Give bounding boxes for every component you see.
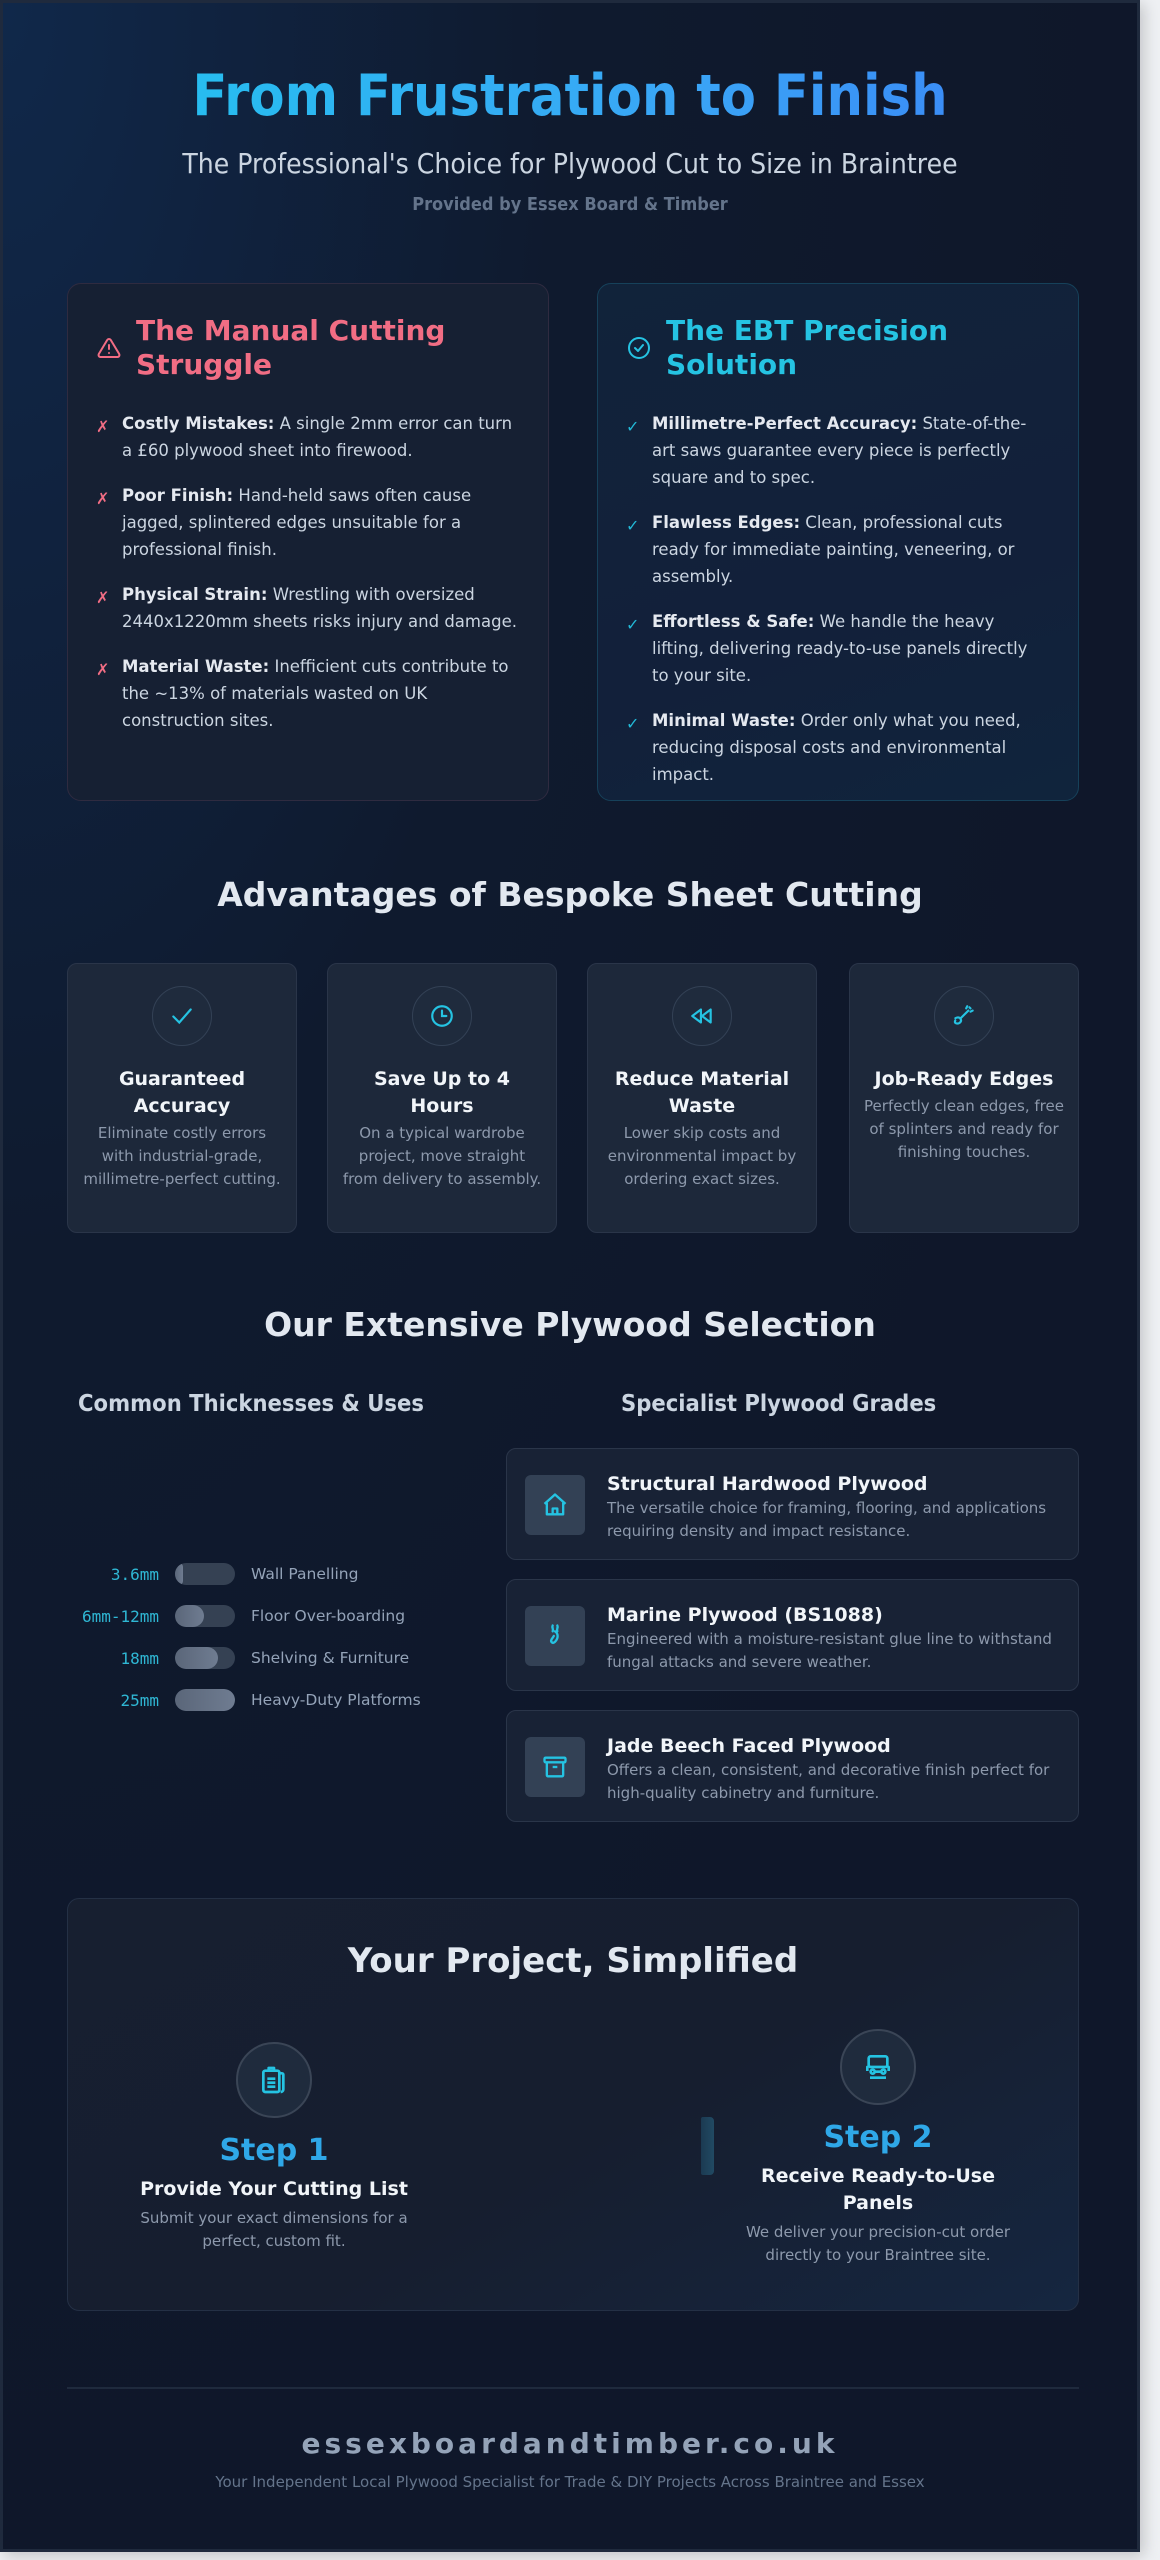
solution-title: The EBT Precision Solution: [666, 314, 949, 381]
thickness-list: [67, 1553, 487, 1721]
thickness-bar: [175, 1563, 235, 1585]
advantage-desc: Eliminate costly errors with industrial-grade, millimetre-perfect cutting.: [83, 1124, 281, 1188]
item-text: Wrestling with oversized 2440x1220mm sheets risks injury and damage.: [122, 585, 517, 631]
cross-icon: ✗: [96, 489, 110, 508]
grades-list: [506, 1448, 1079, 1841]
comparison-section: [67, 283, 1079, 801]
thickness-row: [67, 1553, 487, 1595]
thickness-fill: [175, 1563, 183, 1585]
thickness-row: [67, 1595, 487, 1637]
check-icon: ✓: [626, 615, 640, 634]
thickness-row: [67, 1637, 487, 1679]
cross-icon: ✗: [96, 588, 110, 607]
check-circle-icon: [626, 336, 652, 360]
delivery-truck-icon: [862, 2051, 894, 2083]
warning-triangle-icon: [96, 336, 122, 360]
step-title: Provide Your Cutting List: [140, 2178, 408, 2200]
thickness-use: Wall Panelling: [251, 1565, 359, 1583]
item-label: Flawless Edges:: [652, 513, 801, 532]
problem-item: [96, 482, 518, 563]
item-label: Effortless & Safe:: [652, 612, 815, 631]
thickness-fill: [175, 1689, 235, 1711]
cross-icon: ✗: [96, 417, 110, 436]
grade-title: Marine Plywood (BS1088): [607, 1604, 883, 1626]
footer-divider: [67, 2387, 1079, 2389]
item-text: Inefficient cuts contribute to the ~13% of materials wasted on UK construction sites.: [122, 657, 509, 730]
advantages-title: Advantages of Bespoke Sheet Cutting: [217, 875, 923, 914]
grade-desc: Engineered with a moisture-resistant glue line to withstand fungal attacks and severe weather.: [607, 1630, 1052, 1671]
clipboard-list-icon: [258, 2064, 290, 2096]
advantage-card: [327, 963, 557, 1233]
solution-item: [626, 608, 1048, 689]
problem-list: [96, 410, 518, 734]
advantage-card: [849, 963, 1079, 1233]
item-text: Order only what you need, reducing disposal costs and environmental impact.: [652, 711, 1021, 784]
advantage-desc: On a typical wardrobe project, move straight from delivery to assembly.: [342, 1124, 542, 1188]
thickness-fill: [175, 1647, 218, 1669]
advantage-title: Save Up to 4 Hours: [373, 1068, 510, 1117]
grade-desc: The versatile choice for framing, flooring, and applications requiring density and impact resistance.: [607, 1499, 1047, 1540]
thickness-row: [67, 1679, 487, 1721]
provider-credit: Provided by Essex Board & Timber: [412, 194, 728, 215]
sparkle-brush-icon: [951, 1003, 977, 1029]
grade-card: [506, 1448, 1079, 1560]
grade-desc: Offers a clean, consistent, and decorative finish perfect for high-quality cabinetry and furniture.: [607, 1761, 1050, 1802]
solution-item: [626, 509, 1048, 590]
item-text: A single 2mm error can turn a £60 plywood sheet into firewood.: [122, 414, 513, 460]
grade-title: Jade Beech Faced Plywood: [607, 1735, 891, 1757]
item-label: Poor Finish:: [122, 486, 234, 505]
item-label: Material Waste:: [122, 657, 270, 676]
grade-card: [506, 1710, 1079, 1822]
problem-title: The Manual Cutting Struggle: [136, 314, 446, 381]
thickness-fill: [175, 1605, 204, 1627]
solution-item: [626, 707, 1048, 788]
item-label: Millimetre-Perfect Accuracy:: [652, 414, 918, 433]
page-title: From Frustration to Finish: [60, 61, 1081, 131]
problem-item: [96, 653, 518, 734]
check-icon: ✓: [626, 417, 640, 436]
checkmark-icon: [169, 1003, 195, 1029]
clock-icon: [429, 1003, 455, 1029]
thickness-use: Shelving & Furniture: [251, 1649, 410, 1667]
step-title: Receive Ready-to-Use Panels: [761, 2165, 995, 2214]
step-desc: We deliver your precision-cut order directly to your Braintree site.: [745, 2223, 1011, 2264]
footer-website-link[interactable]: essexboardandtimber.co.uk: [301, 2427, 839, 2460]
problem-card: [67, 283, 549, 801]
thickness-heading: Common Thicknesses & Uses: [78, 1391, 424, 1417]
thickness-use: Floor Over-boarding: [251, 1607, 406, 1625]
item-label: Minimal Waste:: [652, 711, 796, 730]
item-text: Hand-held saws often cause jagged, splintered edges unsuitable for a professional finish.: [122, 486, 472, 559]
advantage-card: [67, 963, 297, 1233]
item-label: Costly Mistakes:: [122, 414, 275, 433]
grades-heading: Specialist Plywood Grades: [621, 1391, 937, 1417]
advantage-desc: Lower skip costs and environmental impact by ordering exact sizes.: [607, 1124, 797, 1188]
step-number: Step 1: [219, 2133, 329, 2168]
check-icon: ✓: [626, 714, 640, 733]
item-text: We handle the heavy lifting, delivering ready-to-use panels directly to your site.: [652, 612, 1028, 685]
selection-title: Our Extensive Plywood Selection: [264, 1305, 876, 1344]
process-section: [67, 1898, 1079, 2311]
hero-header: [3, 61, 1137, 215]
step-desc: Submit your exact dimensions for a perfect, custom fit.: [140, 2209, 408, 2250]
step-number: Step 2: [823, 2120, 933, 2155]
item-text: State-of-the-art saws guarantee every piece is perfectly square and to spec.: [652, 414, 1027, 487]
advantage-desc: Perfectly clean edges, free of splinters and ready for finishing touches.: [864, 1097, 1064, 1161]
thickness-size: 25mm: [120, 1690, 159, 1710]
cross-icon: ✗: [96, 660, 110, 679]
solution-item: [626, 410, 1048, 491]
thickness-bar: [175, 1647, 235, 1669]
problem-item: [96, 410, 518, 464]
item-text: Clean, professional cuts ready for immediate painting, veneering, or assembly.: [652, 513, 1015, 586]
advantage-title: Reduce Material Waste: [614, 1068, 790, 1117]
footer-tagline: Your Independent Local Plywood Specialist for Trade & DIY Projects Across Braintree and Essex: [215, 2473, 925, 2491]
advantage-card: [587, 963, 817, 1233]
problem-item: [96, 581, 518, 635]
grade-card: [506, 1579, 1079, 1691]
process-step: [728, 2029, 1028, 2267]
advantage-title: Job-Ready Edges: [874, 1068, 1054, 1090]
thickness-bar: [175, 1605, 235, 1627]
item-label: Physical Strain:: [122, 585, 268, 604]
process-title: Your Project, Simplified: [347, 1941, 799, 1981]
solution-card: [597, 283, 1079, 801]
thickness-use: Heavy-Duty Platforms: [251, 1691, 421, 1709]
thickness-size: 18mm: [120, 1648, 159, 1668]
thickness-bar: [175, 1689, 235, 1711]
archive-box-icon: [541, 1753, 569, 1781]
step-connector: [701, 2117, 714, 2175]
water-drop-icon: [541, 1622, 569, 1650]
advantage-title: Guaranteed Accuracy: [118, 1068, 246, 1117]
solution-list: [626, 410, 1048, 788]
page-subtitle: The Professional's Choice for Plywood Cut to Size in Braintree: [182, 147, 958, 180]
process-step: [124, 2042, 424, 2253]
thickness-size: 3.6mm: [110, 1564, 159, 1584]
house-icon: [541, 1491, 569, 1519]
thickness-size: 6mm-12mm: [81, 1606, 159, 1626]
grade-title: Structural Hardwood Plywood: [607, 1473, 928, 1495]
check-icon: ✓: [626, 516, 640, 535]
advantages-grid: [67, 963, 1079, 1233]
rewind-icon: [689, 1003, 715, 1029]
